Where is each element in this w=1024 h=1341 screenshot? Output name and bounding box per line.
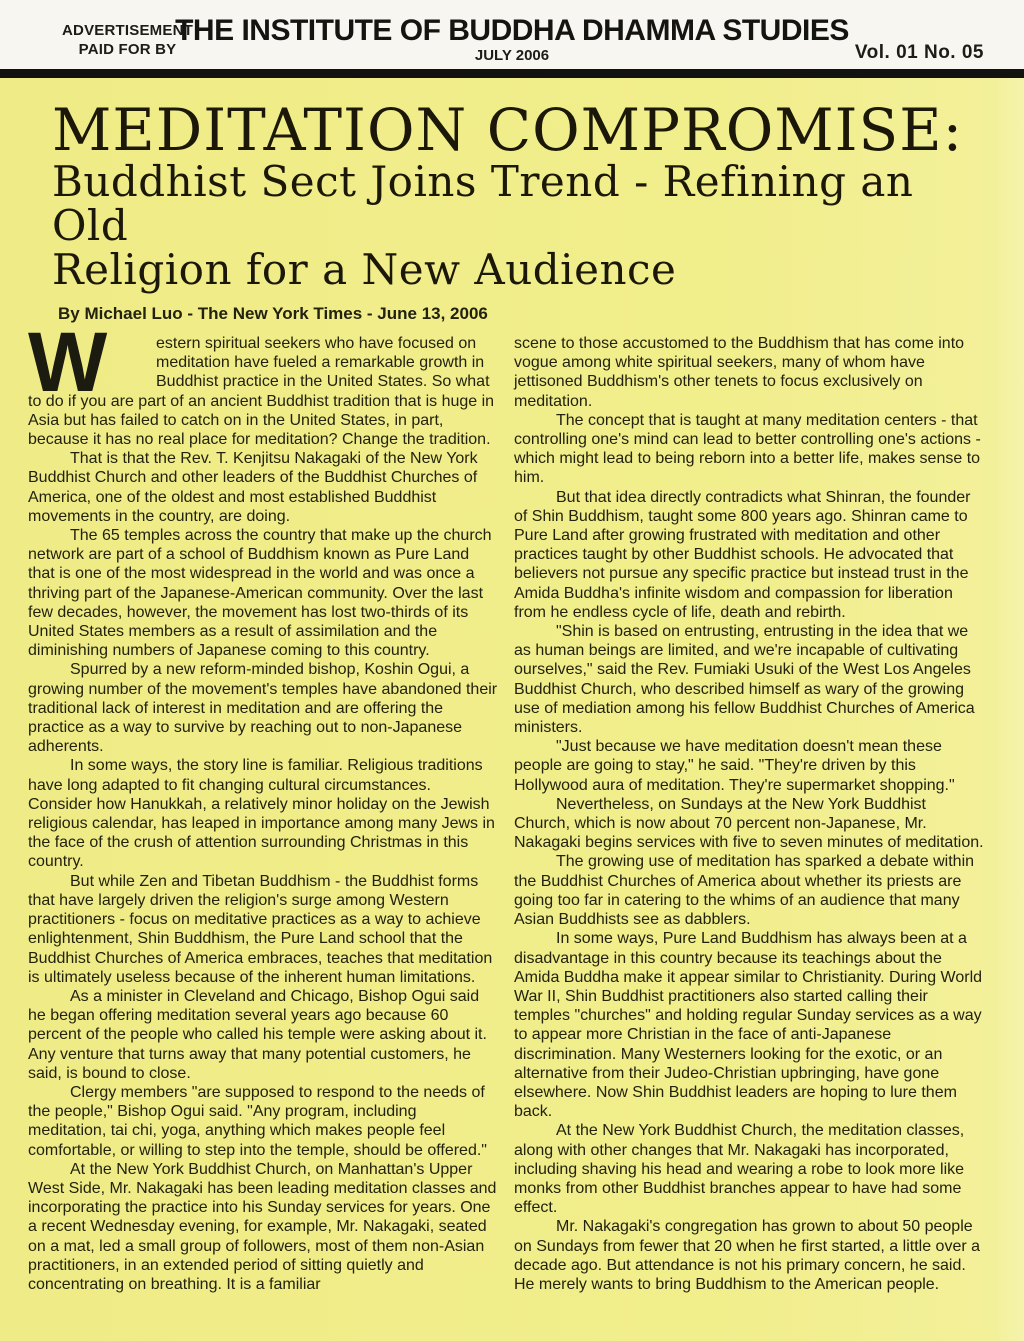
article-paragraph: That is that the Rev. T. Kenjitsu Nakagaki of the New York Buddhist Church and other leaders of the Buddhist Churches of America, one of the oldest and most established Buddhist movements in the country, are doing.: [28, 450, 478, 525]
masthead-title: THE INSTITUTE OF BUDDHA DHAMMA STUDIES: [175, 14, 849, 47]
article-paragraph: Spurred by a new reform-minded bishop, Koshin Ogui, a growing number of the movement's temples have abandoned their traditional lack of interest in meditation and are offering the practice as a way to survive by reaching out to non-Japanese adherents.: [28, 661, 498, 756]
byline: By Michael Luo - The New York Times - June 13, 2006: [58, 304, 488, 323]
divider-rule: [0, 69, 1024, 78]
lead-paragraph: [28, 315, 498, 449]
article-paragraph: But while Zen and Tibetan Buddhism - the Buddhist forms that have largely driven the religion's surge among Western practitioners - focus on meditative practices as a way to achieve enlightenment, Shin Buddhism, the Pure Land school that the Buddhist Churches of America embraces, teaches that meditation is ultimately useless because of the inherent human limitations.: [28, 872, 493, 986]
article-paragraph: In some ways, the story line is familiar. Religious traditions have long adapted to fit changing cultural circumstances. Consider how Hanukkah, a relatively minor holiday on the Jewish religious calendar, has leaped in importance among many Jews in the face of the crush of attention surrounding Christmas in this country.: [28, 757, 495, 871]
article-paragraph: The concept that is taught at many meditation centers - that controlling one's mind can lead to better controlling one's actions - which might lead to being reborn into a better life, makes sense to him.: [514, 411, 981, 487]
ad-notice-line-1: ADVERTISEMENT: [62, 22, 193, 39]
lead-paragraph-text: estern spiritual seekers who have focused on meditation have fueled a remarkable growth in Buddhist practice in the United States. So what to do if you are part of an ancient Buddhist tradition that is huge in Asia but has failed to catch on in the United States, in part, because it has no real place for meditation? Change the tradition.: [28, 335, 495, 449]
headline: [0, 78, 1024, 292]
left-column-paragraphs: [28, 449, 498, 1294]
article-paragraph: The 65 temples across the country that make up the church network are part of a school of Buddhism known as Pure Land that is one of the most widespread in the world and was once a thriving part of the Japanese-American community. Over the last few decades, however, the movement has lost two-thirds of its United States members as a result of assimilation and the diminishing numbers of Japanese coming to this country.: [28, 527, 492, 660]
article-paragraph: As a minister in Cleveland and Chicago, Bishop Ogui said he began offering meditation several years ago because 60 percent of the people who called his temple were asking about it. Any venture that turns away that many potential customers, he said, is bound to close.: [28, 987, 487, 1082]
masthead-date: JULY 2006: [474, 47, 550, 64]
article-paragraph: In some ways, Pure Land Buddhism has always been at a disadvantage in this country because its teachings about the Amida Buddha make it appear similar to Christianity. During World War II, Shin Buddhist practitioners also started calling their temples "churches" and holding regular Sunday services as a way to appear more Christian in the face of anti-Japanese discrimination. Many Westerners looking for the exotic, or an alternative from their Judeo-Christian upbringing, have gone elsewhere. Now Shin Buddhist leaders are hoping to lure them back.: [514, 930, 983, 1121]
article-paragraph: Mr. Nakagaki's congregation has grown to about 50 people on Sundays from fewer that 20 when he first started, a little over a decade ago. But attendance is not his primary concern, he said. He merely wants to bring Buddhism to the American people.: [514, 1218, 981, 1293]
article-paragraph: Clergy members "are supposed to respond to the needs of the people," Bishop Ogui said. "Any program, including meditation, tai chi, yoga, anything which makes people feel comfortable, or willing to step into the temple, should be offered.": [28, 1083, 487, 1159]
article-paragraph: The growing use of meditation has sparked a debate within the Buddhist Churches of America about whether its priests are going too far in catering to the whims of an audience that many Asian Buddhists see as dabblers.: [514, 853, 975, 929]
article-paragraph: Nevertheless, on Sundays at the New York Buddhist Church, which is now about 70 percent non-Japanese, Mr. Nakagaki begins services with five to seven minutes of meditation.: [514, 795, 984, 852]
article-paragraph: At the New York Buddhist Church, the meditation classes, along with other changes that Mr. Nakagaki has incorporated, including shaving his head and wearing a robe to look more like monks from other Buddhist branches appear to have had some effect.: [514, 1122, 965, 1217]
advertisement-header: [0, 0, 1024, 69]
article-paragraph: "Shin is based on entrusting, entrusting in the idea that we as human beings are limited, and we're incapable of cultivating ourselves," said the Rev. Fumiaki Usuki of the West Los Angeles Buddhist Church, who described himself as wary of the growing use of mediation among his fellow Buddhist Churches of America ministers.: [514, 623, 975, 737]
headline-line-2: Buddhist Sect Joins Trend - Refining an Old: [52, 157, 914, 250]
article-paragraph: At the New York Buddhist Church, on Manhattan's Upper West Side, Mr. Nakagaki has been leading meditation classes and incorporating the practice into his Sunday services for years. One a recent Wednesday evening, for example, Mr. Nakagaki, seated on a mat, led a small group of followers, most of them non-Asian practitioners, in an extended period of sitting quietly and concentrating on breathing. It is a familiar: [28, 1160, 497, 1293]
drop-cap: W: [28, 315, 104, 409]
continuation-paragraph: scene to those accustomed to the Buddhism that has come into vogue among white spiritual seekers, many of whom have jettisoned Buddhism's other tenets to focus exclusively on meditation.: [514, 335, 965, 410]
article-paragraph: But that idea directly contradicts what Shinran, the founder of Shin Buddhism, taught some 800 years ago. Shinran came to Pure Land after growing frustrated with meditation and other practices taught by other Buddhist schools. He advocated that believers not pursue any specific practice but instead trust in the Amida Buddha's infinite wisdom and compassion for liberation from he endless cycle of life, death and rebirth.: [514, 488, 971, 621]
article-sheet: [0, 78, 1024, 1341]
headline-line-3: Religion for a New Audience: [52, 245, 677, 294]
right-column: [514, 334, 984, 1294]
right-column-paragraphs: [514, 411, 984, 1294]
left-column: [28, 315, 498, 1294]
article-paragraph: "Just because we have meditation doesn't mean these people are going to stay," he said. "They're driven by this Hollywood aura of meditation. They're supermarket shopping.": [514, 738, 955, 794]
issue-number: Vol. 01 No. 05: [854, 42, 984, 63]
ad-notice-line-2: PAID FOR BY: [78, 41, 177, 58]
headline-line-1: MEDITATION COMPROMISE:: [52, 96, 964, 164]
article-columns: [0, 315, 1024, 1294]
